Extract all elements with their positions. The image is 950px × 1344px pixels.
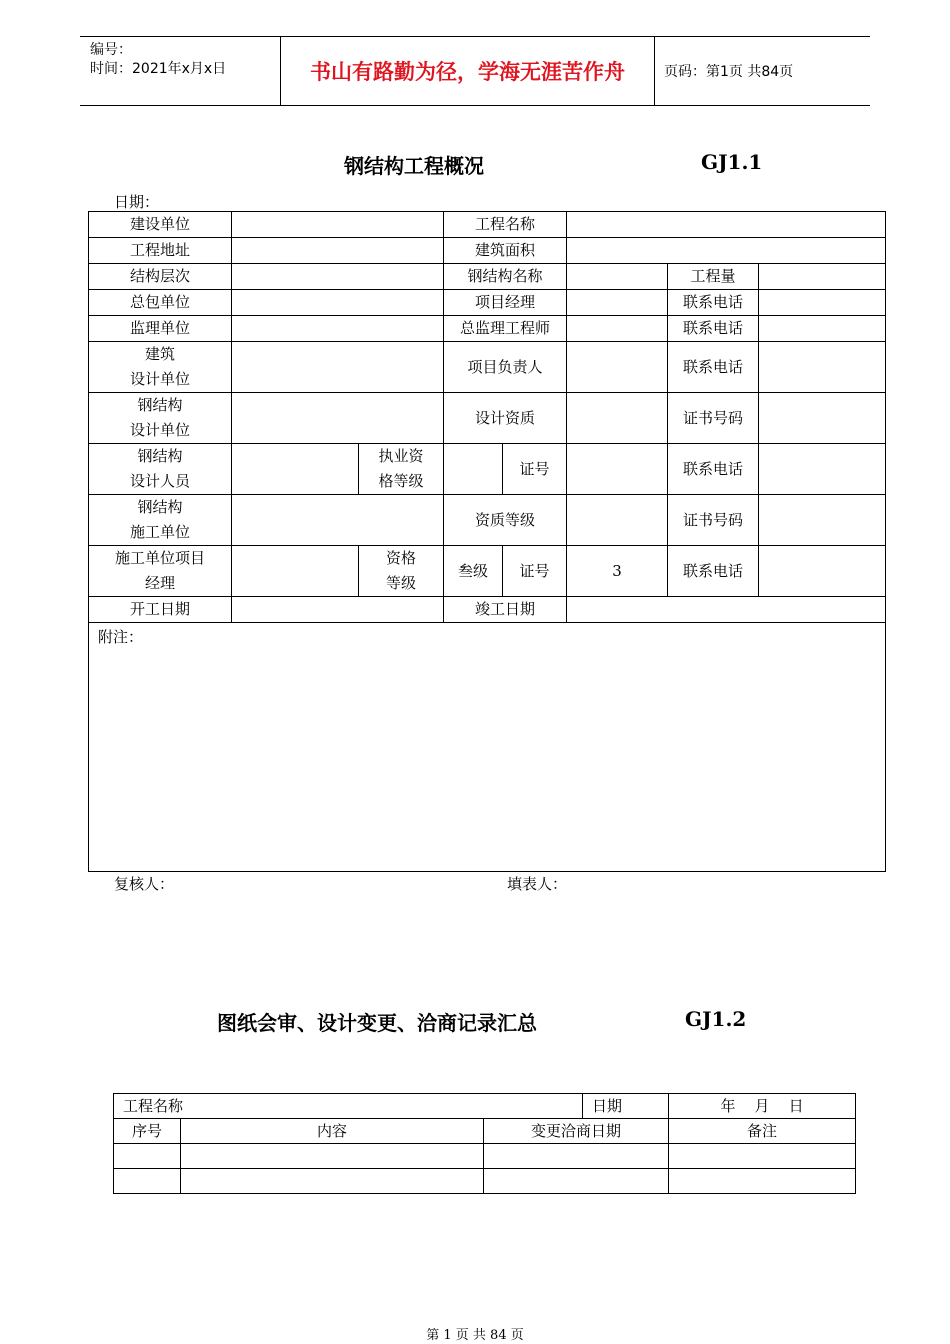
label-cert-no: 证号 — [503, 546, 567, 597]
table-row — [89, 290, 886, 316]
label-build-unit: 建设单位 — [89, 212, 232, 238]
cell-change-date[interactable] — [484, 1169, 669, 1194]
label-contact-phone: 联系电话 — [668, 546, 759, 597]
col-header-change-date: 变更洽商日期 — [484, 1119, 669, 1144]
table-row — [89, 264, 886, 290]
label-construction-pm: 施工单位项目 经理 — [89, 546, 232, 597]
label-cert-number: 证书号码 — [668, 495, 759, 546]
label-cert-no: 证号 — [503, 444, 567, 495]
label-date: 日期 — [583, 1094, 669, 1119]
input-cert-number[interactable] — [759, 393, 886, 444]
table-row — [89, 212, 886, 238]
label-project-manager: 项目经理 — [444, 290, 567, 316]
input-contact-phone[interactable] — [759, 316, 886, 342]
table-row — [89, 393, 886, 444]
label-qual-grade: 资格 等级 — [359, 546, 444, 597]
input-qualification-level[interactable] — [567, 495, 668, 546]
value-pm-grade[interactable]: 叁级 — [444, 546, 503, 597]
steel-project-overview-table — [88, 211, 886, 872]
drawing-review-summary-table — [113, 1093, 856, 1194]
input-contact-phone[interactable] — [759, 342, 886, 393]
label-qualification-level: 资质等级 — [444, 495, 567, 546]
input-steel-construction-unit[interactable] — [232, 495, 444, 546]
page-info: 页码：第1页 共84页 — [664, 64, 794, 80]
label-building-area: 建筑面积 — [444, 238, 567, 264]
label-contact-phone: 联系电话 — [668, 342, 759, 393]
input-project-manager[interactable] — [567, 290, 668, 316]
input-project-name[interactable] — [567, 212, 886, 238]
notes-label: 附注： — [98, 628, 144, 646]
table-row — [114, 1144, 856, 1169]
input-design-qualification[interactable] — [567, 393, 668, 444]
input-steel-design-unit[interactable] — [232, 393, 444, 444]
input-steel-name[interactable] — [567, 264, 668, 290]
table-row — [114, 1169, 856, 1194]
input-workload[interactable] — [759, 264, 886, 290]
col-header-content: 内容 — [181, 1119, 484, 1144]
input-general-contractor[interactable] — [232, 290, 444, 316]
label-start-date: 开工日期 — [89, 597, 232, 623]
label-arch-design-unit: 建筑 设计单位 — [89, 342, 232, 393]
input-contact-phone[interactable] — [759, 546, 886, 597]
label-project-name: 工程名称 — [444, 212, 567, 238]
label-contact-phone: 联系电话 — [668, 290, 759, 316]
label-project-address: 工程地址 — [89, 238, 232, 264]
input-structure-floors[interactable] — [232, 264, 444, 290]
cell-change-date[interactable] — [484, 1144, 669, 1169]
notes-area[interactable] — [89, 623, 886, 872]
cell-seq[interactable] — [114, 1144, 181, 1169]
page-footer: 第 1 页 共 84 页 — [426, 1328, 524, 1343]
form2-title: 图纸会审、设计变更、洽商记录汇总 — [217, 1011, 537, 1035]
label-steel-designer: 钢结构 设计人员 — [89, 444, 232, 495]
cell-remarks[interactable] — [669, 1169, 856, 1194]
label-contact-phone: 联系电话 — [668, 316, 759, 342]
input-contact-phone[interactable] — [759, 444, 886, 495]
input-chief-supervisor[interactable] — [567, 316, 668, 342]
cell-seq[interactable] — [114, 1169, 181, 1194]
input-project-address[interactable] — [232, 238, 444, 264]
label-steel-name: 钢结构名称 — [444, 264, 567, 290]
input-start-date[interactable] — [232, 597, 444, 623]
table-row — [89, 444, 886, 495]
table-row — [89, 597, 886, 623]
input-arch-design-unit[interactable] — [232, 342, 444, 393]
table-row — [89, 238, 886, 264]
label-project-leader: 项目负责人 — [444, 342, 567, 393]
motto: 书山有路勤为径，学海无涯苦作舟 — [281, 37, 655, 105]
input-supervision-unit[interactable] — [232, 316, 444, 342]
input-steel-designer[interactable] — [232, 444, 359, 495]
input-building-area[interactable] — [567, 238, 886, 264]
input-construction-pm[interactable] — [232, 546, 359, 597]
reviewer-label: 复核人： — [114, 875, 175, 893]
filler-label: 填表人： — [507, 875, 568, 893]
page-header — [80, 36, 870, 106]
input-contact-phone[interactable] — [759, 290, 886, 316]
value-pm-cert-no[interactable]: 3 — [567, 546, 668, 597]
label-structure-floors: 结构层次 — [89, 264, 232, 290]
table-row — [89, 623, 886, 872]
input-project-leader[interactable] — [567, 342, 668, 393]
time-line: 时间：2021年x月x日 — [90, 61, 227, 77]
date-value[interactable]: 年 月 日 — [669, 1094, 856, 1119]
label-design-qualification: 设计资质 — [444, 393, 567, 444]
label-cert-number: 证书号码 — [668, 393, 759, 444]
col-header-seq: 序号 — [114, 1119, 181, 1144]
table-row — [89, 316, 886, 342]
label-chief-supervisor: 总监理工程师 — [444, 316, 567, 342]
input-build-unit[interactable] — [232, 212, 444, 238]
serial-label: 编号： — [90, 42, 132, 58]
label-completion-date: 竣工日期 — [444, 597, 567, 623]
form1-title: 钢结构工程概况 — [344, 154, 484, 178]
label-steel-construction-unit: 钢结构 施工单位 — [89, 495, 232, 546]
cell-content[interactable] — [181, 1144, 484, 1169]
header-meta-cell — [80, 37, 281, 105]
col-header-remarks: 备注 — [669, 1119, 856, 1144]
cell-remarks[interactable] — [669, 1144, 856, 1169]
input-completion-date[interactable] — [567, 597, 886, 623]
label-contact-phone: 联系电话 — [668, 444, 759, 495]
table-row — [114, 1094, 856, 1119]
table-row — [89, 546, 886, 597]
table-row — [89, 495, 886, 546]
form1-code: GJ1.1 — [701, 150, 763, 174]
label-supervision-unit: 监理单位 — [89, 316, 232, 342]
form1-date-label: 日期： — [114, 193, 160, 211]
input-cert-no[interactable] — [567, 444, 668, 495]
input-practice-qualification[interactable] — [444, 444, 503, 495]
table-row — [89, 342, 886, 393]
label-practice-qualification: 执业资 格等级 — [359, 444, 444, 495]
form2-code: GJ1.2 — [685, 1007, 747, 1031]
label-general-contractor: 总包单位 — [89, 290, 232, 316]
label-workload: 工程量 — [668, 264, 759, 290]
cell-content[interactable] — [181, 1169, 484, 1194]
table-header-row — [114, 1119, 856, 1144]
label-steel-design-unit: 钢结构 设计单位 — [89, 393, 232, 444]
label-project-name: 工程名称 — [114, 1094, 583, 1119]
input-cert-number[interactable] — [759, 495, 886, 546]
